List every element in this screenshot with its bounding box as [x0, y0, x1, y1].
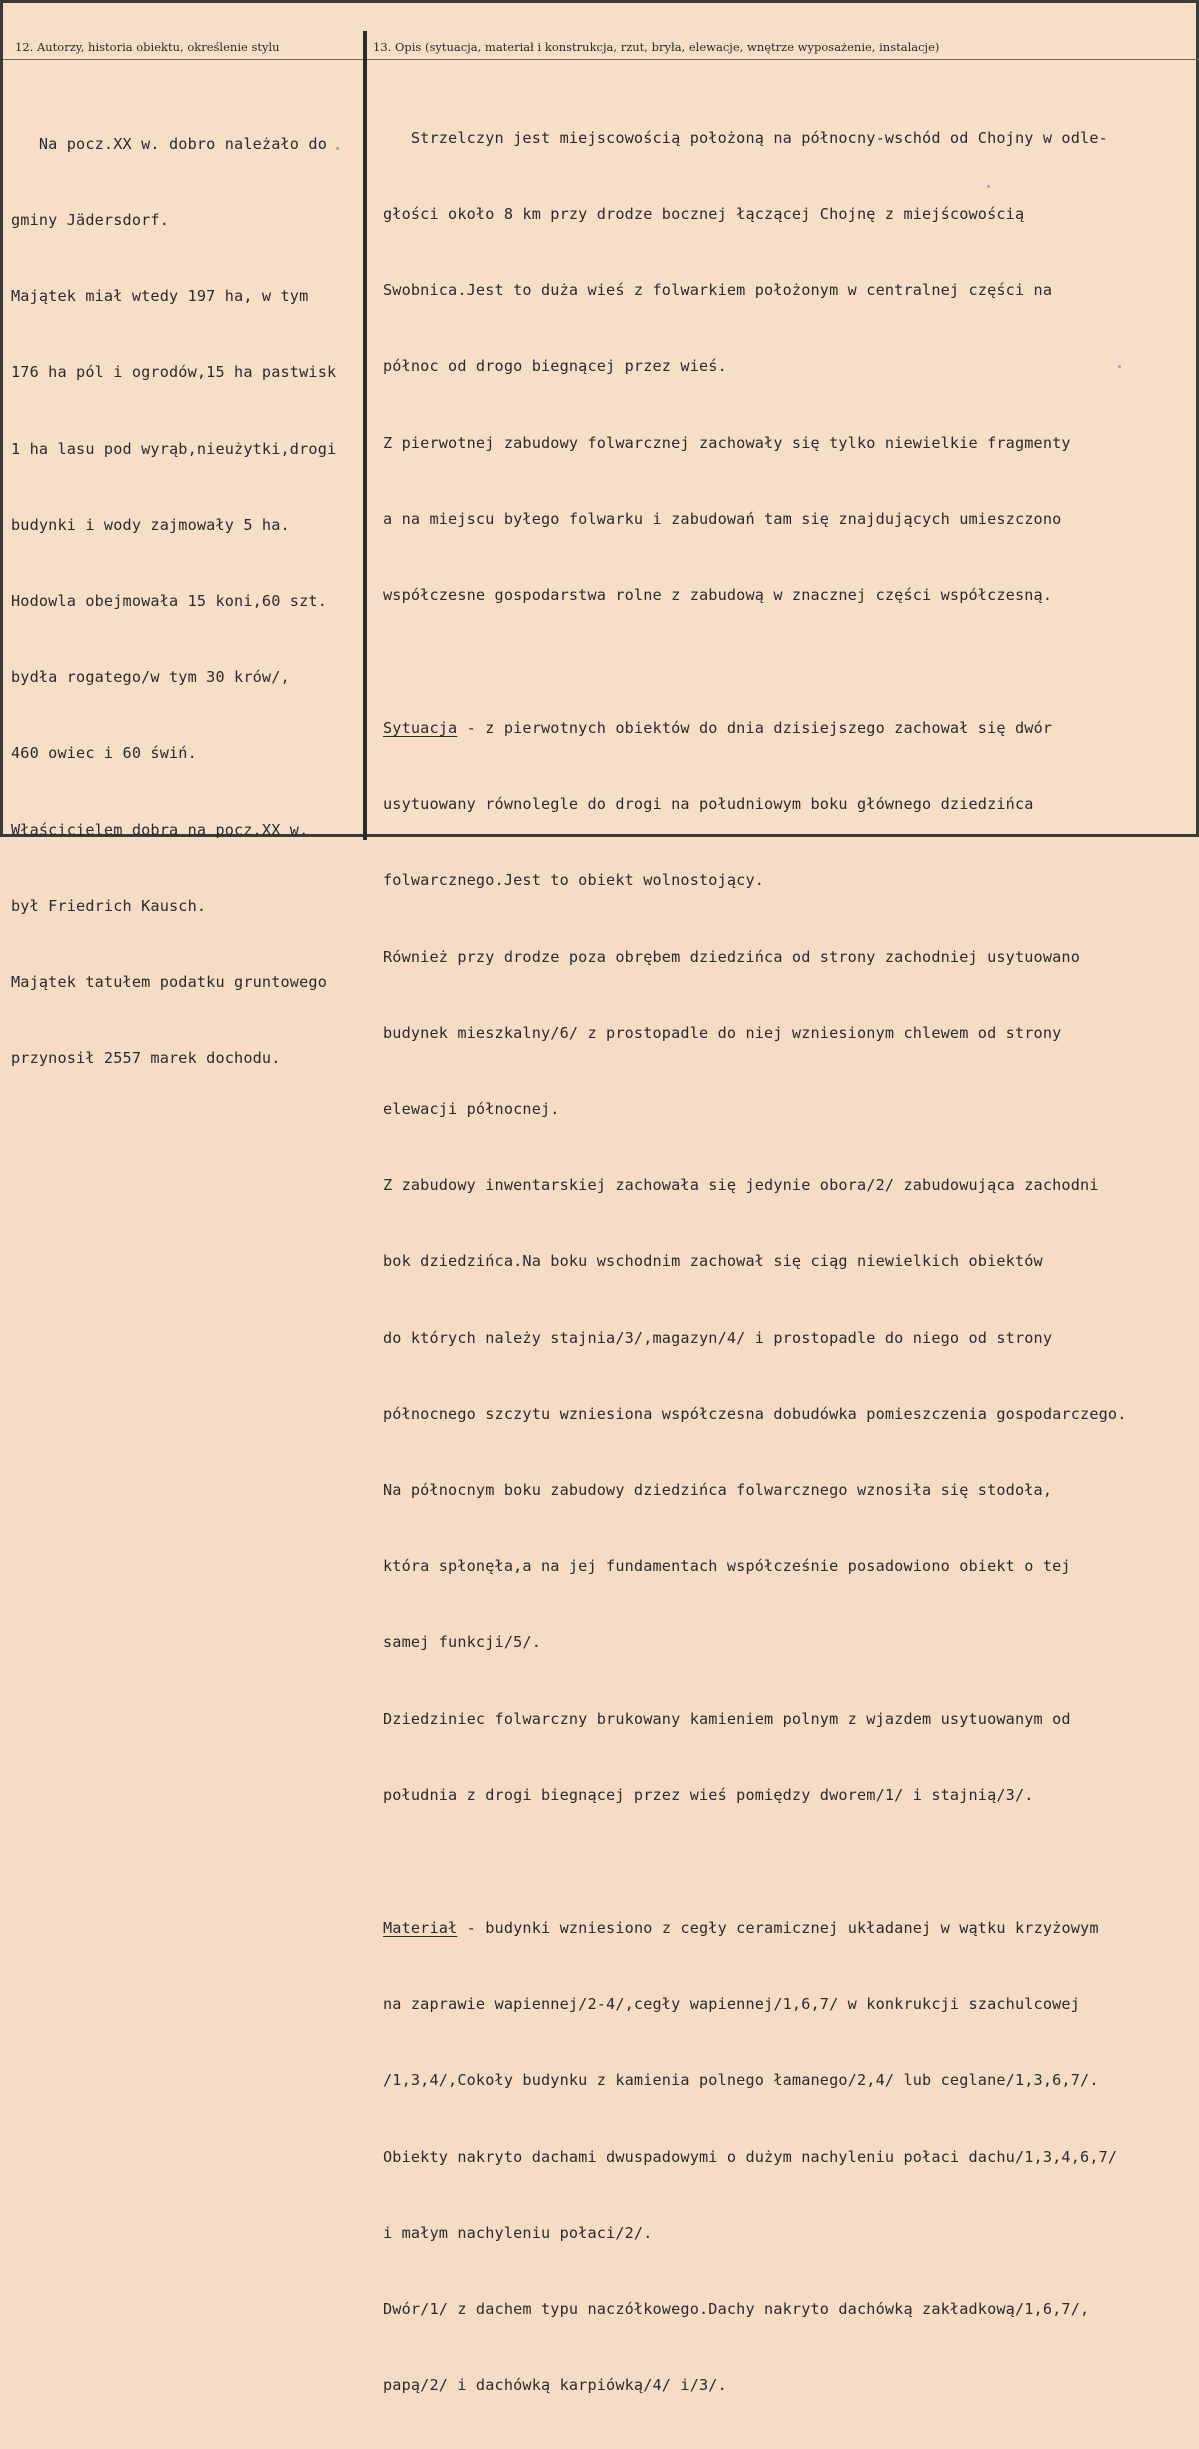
material-first-line — [383, 1916, 1127, 1941]
sytuacja-line: która spłonęła,a na jej fundamentach współcześnie posadowiono obiekt o tej — [383, 1557, 1071, 1576]
sytuacja-line: bok dziedzińca.Na boku wschodnim zachował się ciąg niewielkich obiektów — [383, 1252, 1043, 1271]
ink-speck — [336, 147, 339, 150]
material-label: Materiał — [383, 1918, 458, 1937]
history-line: Majątek tatułem podatku gruntowego — [11, 973, 327, 992]
paragraph-gap — [383, 659, 1127, 665]
history-line: Hodowla obejmowała 15 koni,60 szt. — [11, 592, 327, 611]
sytuacja-line: Również przy drodze poza obrębem dziedzińca od strony zachodniej usytuowano — [383, 947, 1081, 966]
material-first-text: - budynki wzniesiono z cegły ceramicznej układanej w wątku krzyżowym — [457, 1918, 1099, 1937]
intro-line: Strzelczyn jest miejscowością położoną na północny-wschód od Chojny w odle- — [383, 128, 1108, 147]
right-header-rule — [367, 59, 1199, 60]
material-line: /1,3,4/,Cokoły budynku z kamienia polnego łamanego/2,4/ lub ceglane/1,3,6,7/. — [383, 2071, 1099, 2090]
sytuacja-line: północnego szczytu wzniesiona współczesna dobudówka pomieszczenia gospodarczego. — [383, 1404, 1127, 1423]
sytuacja-line: Dziedziniec folwarczny brukowany kamieniem polnym z wjazdem usytuowanym od — [383, 1709, 1071, 1728]
history-line: budynki i wody zajmowały 5 ha. — [11, 515, 290, 534]
history-line: 176 ha pól i ogrodów,15 ha pastwisk — [11, 363, 337, 382]
intro-line: współczesne gospodarstwa rolne z zabudową w znacznej części współczesną. — [383, 586, 1053, 605]
history-line: Na pocz.XX w. dobro należało do — [11, 134, 327, 153]
history-line: 1 ha lasu pod wyrąb,nieużytki,drogi — [11, 439, 337, 458]
material-line: papą/2/ i dachówką karpiówką/4/ i/3/. — [383, 2376, 727, 2395]
history-line: gminy Jädersdorf. — [11, 211, 169, 230]
sytuacja-first-text: - z pierwotnych obiektów do dnia dzisiejszego zachował się dwór — [457, 719, 1053, 738]
intro-line: Z pierwotnej zabudowy folwarcznej zachowały się tylko niewielkie fragmenty — [383, 433, 1071, 452]
history-line: Majątek miał wtedy 197 ha, w tym — [11, 287, 309, 306]
left-header: 12. Autorzy, historia obiektu, określenie stylu — [15, 40, 280, 54]
history-line: przynosił 2557 marek dochodu. — [11, 1049, 281, 1068]
material-line: Obiekty nakryto dachami dwuspadowymi o dużym nachyleniu połaci dachu/1,3,4,6,7/ — [383, 2147, 1118, 2166]
history-line: bydła rogatego/w tym 30 krów/, — [11, 668, 290, 687]
intro-line: a na miejscu byłego folwarku i zabudowań tam się znajdujących umieszczono — [383, 509, 1062, 528]
sytuacja-line: budynek mieszkalny/6/ z prostopadle do niej wzniesionym chlewem od strony — [383, 1023, 1062, 1042]
sytuacja-line: folwarcznego.Jest to obiekt wolnostojący. — [383, 871, 765, 890]
paragraph-gap — [383, 1859, 1127, 1865]
intro-line: głości około 8 km przy drodze bocznej łączącej Chojnę z miejścowością — [383, 205, 1025, 224]
sytuacja-line: samej funkcji/5/. — [383, 1633, 541, 1652]
sytuacja-label: Sytuacja — [383, 719, 458, 738]
intro-line: północ od drogo biegnącej przez wieś. — [383, 357, 727, 376]
sytuacja-line: elewacji północnej. — [383, 1100, 560, 1119]
sytuacja-line: Z zabudowy inwentarskiej zachowała się jedynie obora/2/ zabudowująca zachodni — [383, 1176, 1099, 1195]
right-header: 13. Opis (sytuacja, materiał i konstrukcja, rzut, bryła, elewacje, wnętrze wyposażenie, instalacje) — [373, 40, 940, 54]
material-line: i małym nachyleniu połaci/2/. — [383, 2223, 653, 2242]
sytuacja-line: Na północnym boku zabudowy dziedzińca folwarcznego wznosiła się stodoła, — [383, 1481, 1053, 1500]
history-line: 460 owiec i 60 świń. — [11, 744, 197, 763]
material-line: Dwór/1/ z dachem typu naczółkowego.Dachy nakryto dachówką zakładkową/1,6,7/, — [383, 2299, 1090, 2318]
history-text — [11, 81, 336, 1122]
history-line: był Friedrich Kausch. — [11, 896, 207, 915]
description-text — [383, 75, 1127, 2449]
column-divider — [363, 31, 367, 840]
left-header-rule — [3, 59, 363, 60]
sytuacja-line: do których należy stajnia/3/,magazyn/4/ i prostopadle do niego od strony — [383, 1328, 1053, 1347]
ink-speck — [987, 185, 990, 188]
ink-speck — [1118, 365, 1121, 368]
history-line: Właścicielem dobra na pocz.XX w. — [11, 820, 309, 839]
intro-line: Swobnica.Jest to duża wieś z folwarkiem położonym w centralnej części na — [383, 281, 1053, 300]
sytuacja-line: usytuowany równolegle do drogi na południowym boku głównego dziedzińca — [383, 795, 1034, 814]
material-line: na zaprawie wapiennej/2-4/,cegły wapiennej/1,6,7/ w konkrukcji szachulcowej — [383, 1995, 1081, 2014]
sytuacja-line: południa z drogi biegnącej przez wieś pomiędzy dworem/1/ i stajnią/3/. — [383, 1785, 1034, 1804]
sytuacja-first-line — [383, 716, 1127, 741]
